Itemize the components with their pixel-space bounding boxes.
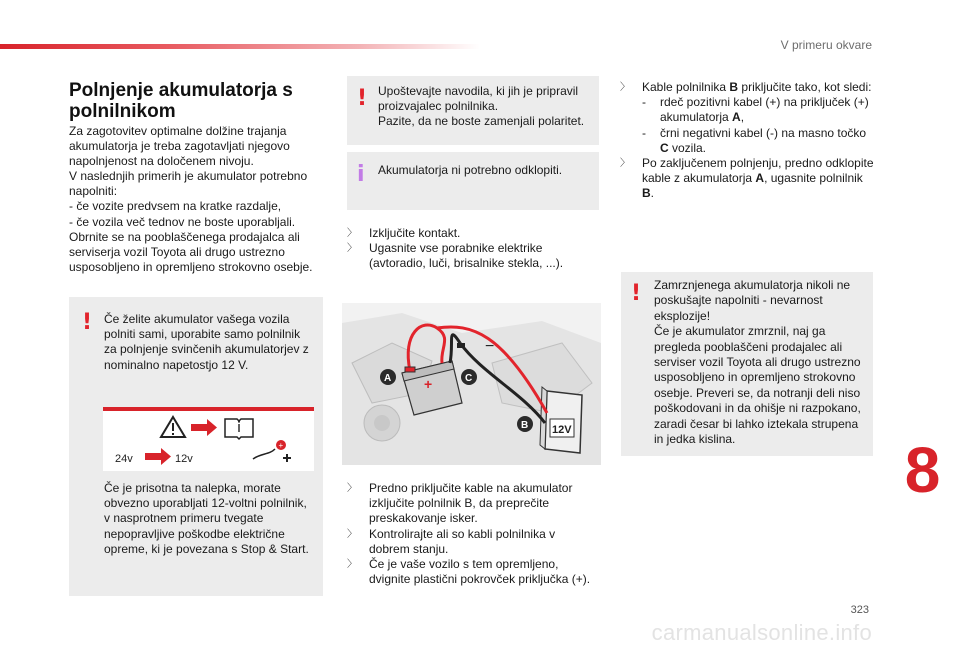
illustration-svg [342,303,601,465]
arrow-icon [191,419,217,436]
intro-line: Za zagotovitev optimalne dolžine trajanja akumulatorja je treba zagotavljati njegovo napolnjenost na določenem nivoju. [69,124,290,169]
intro-line: - če vozite predvsem na kratke razdalje, [69,199,282,214]
intro-text [69,124,324,275]
arrow-bullet-icon: 〉 [620,82,630,93]
svg-text:−: − [485,338,495,355]
label-c: C [465,373,473,384]
header-accent-bar [0,44,480,49]
page-number: 323 [850,604,869,616]
chapter-number: 8 [885,432,960,508]
step-item: 〉 Izključite kontakt. [347,226,461,240]
warning-triangle-icon [161,417,185,437]
charger-voltage: 12V [552,424,572,436]
page-heading: Polnjenje akumulatorja s polnilnikom [69,80,293,122]
manual-book-icon [225,419,253,439]
arrow-bullet-icon: 〉 [347,228,357,239]
arrow-bullet-icon: 〉 [347,243,357,255]
info-icon: i [357,162,365,187]
voltage-label-24: 24v [115,453,133,465]
warning-text-label: Če je prisotna ta nalepka, morate obvezno uporabljati 12-voltni polnilnik, v nasprotnem primeru tvegate nepopravljive poškodbe električne opreme, ki je povezana s Stop & Start. [104,481,309,556]
exclamation-icon: ! [631,281,642,306]
voltage-label-12: 12v [175,453,193,465]
svg-text:+: + [278,441,284,450]
steps-cable [620,80,875,202]
step-item: 〉 Kable polnilnika B priključite tako, kot sledi: - rdeč pozitivni kabel (+) na priključek (+) akumulatorja A, - črni negativni kabel (-) na masno točko C vozila. [620,80,875,156]
frozen-battery-warning-box [621,272,873,456]
step-item: 〉 Kontrolirajte ali so kabli polnilnika v dobrem stanju. [347,526,556,556]
intro-line: V naslednjih primerih je akumulator potrebno napolniti: [69,169,308,199]
info-text: Akumulatorja ni potrebno odklopiti. [378,163,563,177]
intro-line: Obrnite se na pooblaščenega prodajalca ali serviserja vozil Toyota ali drugo ustrezno usposobljeno in opremljeno strokovno osebje. [69,229,313,274]
svg-text:+: + [424,376,433,392]
label-a: A [384,373,392,384]
step-item: 〉 Po zaključenem polnjenju, predno odklopite kable z akumulatorja A, ugasnite polnilnik B. [620,156,874,201]
sub-step: - črni negativni kabel (-) na masno točko C vozila. [642,125,867,155]
step-item: 〉 Če je vaše vozilo s tem opremljeno, dvignite plastični pokrovček priključka (+). [347,557,591,587]
arrow-icon [145,448,171,465]
exclamation-icon: ! [357,86,368,111]
arrow-bullet-icon: 〉 [620,158,630,170]
arrow-bullet-icon: 〉 [347,483,357,494]
section-title: V primeru okvare [780,38,872,52]
steps-connect [347,481,599,587]
warning-text: Upoštevajte navodila, ki jih je pripravil proizvajalec polnilnika. Pazite, da ne boste zamenjali polaritet. [378,84,585,129]
battery-charger-illustration [342,303,601,465]
steps-before [347,226,597,272]
arrow-bullet-icon: 〉 [347,559,357,571]
step-item: 〉 Predno priključite kable na akumulator izključite polnilnik B, da preprečite preskakovanje isker. [347,481,573,526]
label-graphic [103,411,314,471]
charger-box-icon [540,387,582,453]
warning-text: Če želite akumulator vašega vozila polniti sami, uporabite samo polnilnik za polnjenje svinčenih akumulatorjev z nominalno napetostjo 12 V. [104,312,309,372]
polarity-warning-box [347,76,599,145]
watermark: carmanualsonline.info [651,620,872,645]
arrow-bullet-icon: 〉 [347,528,357,540]
label-b: B [521,420,529,431]
exclamation-icon: ! [82,310,93,335]
sub-step: - rdeč pozitivni kabel (+) na priključek (+) akumulatorja A, [642,95,869,125]
step-item: 〉 Ugasnite vse porabnike elektrike (avtoradio, luči, brisalnike stekla, ...). [347,241,564,271]
warning-text: Zamrznjenega akumulatorja nikoli ne poskušajte napolniti - nevarnost eksplozije! Če je akumulator zmrznil, naj ga pregleda pooblaščeni prodajalec ali serviser vozil Toyota ali drugo ustrezno usposobljeno in opremljeno strokovno osebje. Preveri se, da notranji deli niso poškodovani in da ohišje ni razpokano, zaradi česar bi lahko iztekala strupena in jedka kislina. [654,278,861,447]
intro-line: - če vozila več tednov ne boste uporabljali. [69,214,296,229]
stop-start-label [103,407,314,471]
info-box [347,152,599,210]
battery-clamp-icon [253,440,291,462]
